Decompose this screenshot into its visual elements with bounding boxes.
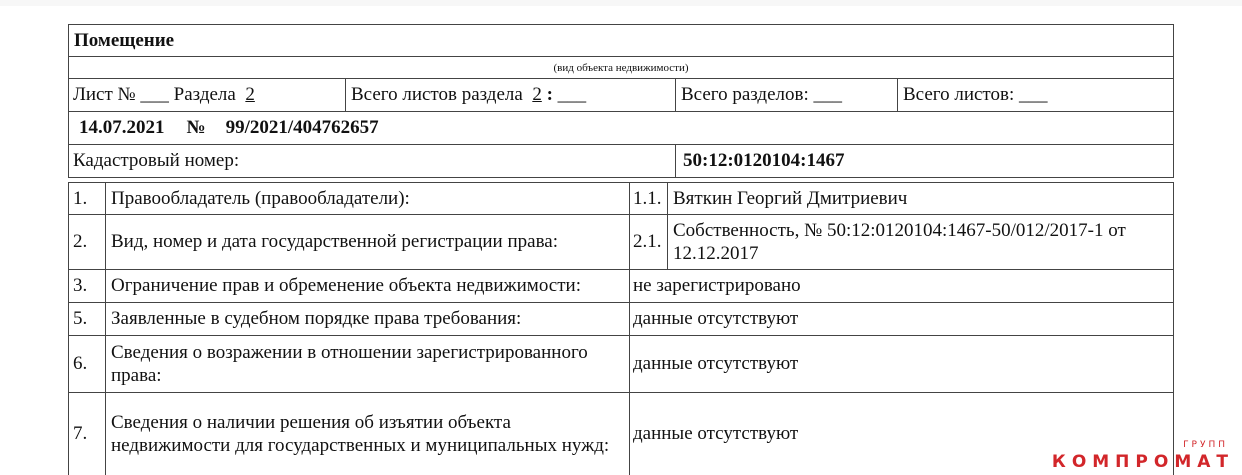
- row-label: Сведения о наличии решения об изъятии объекта недвижимости для государственных и муниципальных нужд:: [111, 412, 610, 456]
- object-type-hint: (вид объекта недвижимости): [553, 61, 689, 74]
- row-value: Собственность, № 50:12:0120104:1467-50/012/2017-1 от 12.12.2017: [673, 220, 1126, 264]
- row-value: данные отсутствуют: [633, 353, 799, 374]
- table-row: [68, 393, 1174, 475]
- row-value: не зарегистрировано: [633, 275, 801, 296]
- sheet-label: Лист №: [73, 84, 136, 105]
- total-sheets-section-blank: ___: [557, 84, 587, 105]
- section-label: Раздела: [173, 84, 236, 105]
- row-value: данные отсутствуют: [633, 308, 799, 329]
- sheet-info-row: [68, 79, 1174, 112]
- watermark-logo: [1051, 434, 1234, 474]
- row-label: Сведения о возражении в отношении зарегистрированного права:: [111, 342, 588, 386]
- section-value: 2: [245, 84, 255, 105]
- row-number: 6.: [73, 353, 88, 374]
- row-number: 2.: [73, 231, 88, 252]
- row-value: Вяткин Георгий Дмитриевич: [673, 187, 908, 209]
- top-edge: [0, 0, 1242, 6]
- row-label: Правообладатель (правообладатели):: [111, 187, 410, 209]
- row-label: Ограничение прав и обременение объекта недвижимости:: [111, 275, 581, 296]
- watermark-main: КОМПРОМАТ: [1051, 452, 1234, 472]
- sheet-blank: ___: [140, 84, 169, 105]
- cadastral-row: [68, 145, 1174, 178]
- total-sheets-section-value: 2: [532, 84, 542, 105]
- table-row: [68, 303, 1174, 336]
- extract-number: 99/2021/404762657: [225, 117, 379, 138]
- date-number-row: [68, 112, 1174, 145]
- row-number: 1.: [73, 187, 88, 209]
- table-row: [68, 182, 1174, 215]
- watermark-sub: ГРУПП: [1183, 440, 1228, 450]
- number-sign: №: [186, 117, 206, 138]
- row-value: данные отсутствуют: [633, 423, 799, 444]
- total-sheets-section-cell: [351, 79, 671, 111]
- total-sheets-section-colon: :: [546, 84, 553, 105]
- table-row: [68, 336, 1174, 393]
- cadastral-number: 50:12:0120104:1467: [683, 150, 845, 171]
- total-sections: Всего разделов: ___: [681, 84, 843, 105]
- row-label: Заявленные в судебном порядке права требования:: [111, 308, 522, 329]
- row-label: Вид, номер и дата государственной регистрации права:: [111, 231, 559, 252]
- total-sheets: Всего листов: ___: [903, 84, 1048, 105]
- row-subnumber: 1.1.: [633, 187, 662, 209]
- table-row: [68, 270, 1174, 303]
- row-number: 3.: [73, 275, 88, 296]
- sheet-section-cell: [73, 79, 343, 111]
- object-type: Помещение: [74, 29, 175, 51]
- row-number: 5.: [73, 308, 88, 329]
- extract-date: 14.07.2021: [79, 117, 165, 138]
- extract-document: [68, 24, 1174, 475]
- date-number-cell: [79, 112, 379, 144]
- object-hint-row: [68, 57, 1174, 79]
- row-number: 7.: [73, 423, 88, 444]
- object-row: [68, 24, 1174, 57]
- row-subnumber: 2.1.: [633, 231, 662, 252]
- total-sheets-section-label: Всего листов раздела: [351, 84, 523, 105]
- table-row: [68, 215, 1174, 270]
- cadastral-label: Кадастровый номер:: [73, 150, 240, 171]
